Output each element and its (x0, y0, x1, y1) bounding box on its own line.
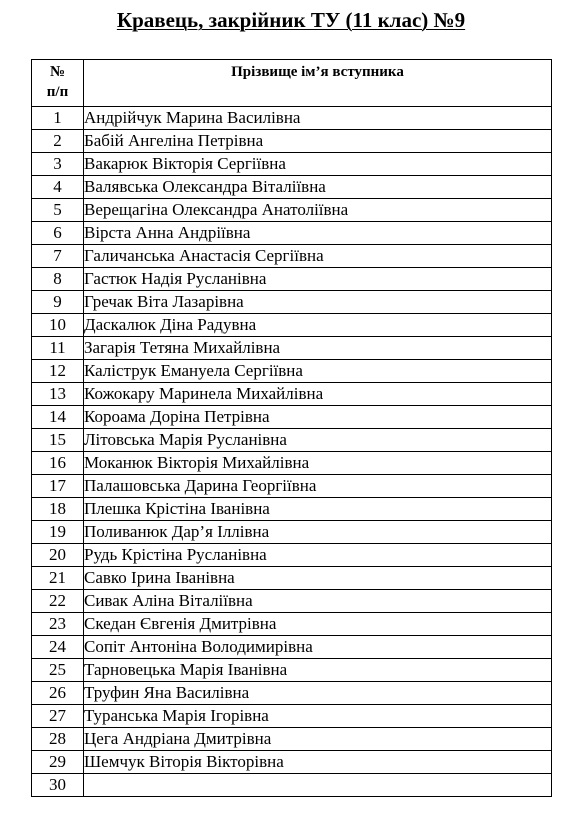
applicant-name: Галичанська Анастасія Сергіївна (84, 245, 552, 268)
applicant-name: Туранська Марія Ігорівна (84, 705, 552, 728)
row-number: 20 (32, 544, 84, 567)
applicant-name: Рудь Крістіна Русланівна (84, 544, 552, 567)
applicant-name: Моканюк Вікторія Михайлівна (84, 452, 552, 475)
table-row (32, 590, 552, 613)
applicant-name: Даскалюк Діна Радувна (84, 314, 552, 337)
table-row (32, 337, 552, 360)
applicant-name: Вірста Анна Андріївна (84, 222, 552, 245)
applicant-name: Цега Андріана Дмитрівна (84, 728, 552, 751)
applicant-name: Труфин Яна Василівна (84, 682, 552, 705)
table-row (32, 751, 552, 774)
table-row (32, 314, 552, 337)
row-number: 22 (32, 590, 84, 613)
row-number: 15 (32, 429, 84, 452)
applicant-name: Шемчук Віторія Вікторівна (84, 751, 552, 774)
applicant-name: Вакарюк Вікторія Сергіївна (84, 153, 552, 176)
row-number: 28 (32, 728, 84, 751)
row-number: 13 (32, 383, 84, 406)
header-number: № п/п (32, 60, 84, 107)
applicant-name: Гречак Віта Лазарівна (84, 291, 552, 314)
table-row (32, 452, 552, 475)
table-row (32, 774, 552, 797)
row-number: 6 (32, 222, 84, 245)
row-number: 17 (32, 475, 84, 498)
row-number: 27 (32, 705, 84, 728)
row-number: 30 (32, 774, 84, 797)
table-row (32, 682, 552, 705)
applicant-name: Гастюк Надія Русланівна (84, 268, 552, 291)
row-number: 11 (32, 337, 84, 360)
row-number: 10 (32, 314, 84, 337)
row-number: 24 (32, 636, 84, 659)
page-title: Кравець, закрійник ТУ (11 клас) №9 (116, 8, 466, 32)
applicant-name: Сопіт Антоніна Володимирівна (84, 636, 552, 659)
header-name: Прізвище ім’я вступника (84, 60, 552, 107)
table-row (32, 107, 552, 130)
row-number: 3 (32, 153, 84, 176)
table-row (32, 521, 552, 544)
table-row (32, 176, 552, 199)
table-row (32, 429, 552, 452)
row-number: 18 (32, 498, 84, 521)
table-row (32, 291, 552, 314)
table-row (32, 613, 552, 636)
row-number: 29 (32, 751, 84, 774)
applicant-name: Валявська Олександра Віталіївна (84, 176, 552, 199)
row-number: 16 (32, 452, 84, 475)
applicant-name: Бабій Ангеліна Петрівна (84, 130, 552, 153)
applicant-name: Каліструк Емануела Сергіївна (84, 360, 552, 383)
table-row (32, 544, 552, 567)
table-row (32, 153, 552, 176)
applicant-name: Верещагіна Олександра Анатоліївна (84, 199, 552, 222)
table-row (32, 199, 552, 222)
applicant-name: Скедан Євгенія Дмитрівна (84, 613, 552, 636)
table-row (32, 130, 552, 153)
row-number: 12 (32, 360, 84, 383)
applicant-name: Кожокару Маринела Михайлівна (84, 383, 552, 406)
table-row (32, 475, 552, 498)
table-row (32, 728, 552, 751)
row-number: 19 (32, 521, 84, 544)
row-number: 2 (32, 130, 84, 153)
applicant-name: Короама Доріна Петрівна (84, 406, 552, 429)
row-number: 4 (32, 176, 84, 199)
table-row (32, 636, 552, 659)
table-row (32, 245, 552, 268)
row-number: 9 (32, 291, 84, 314)
row-number: 1 (32, 107, 84, 130)
table-row (32, 659, 552, 682)
row-number: 7 (32, 245, 84, 268)
row-number: 26 (32, 682, 84, 705)
applicant-name: Сивак Аліна Віталіївна (84, 590, 552, 613)
table-row (32, 406, 552, 429)
applicant-name: Андрійчук Марина Василівна (84, 107, 552, 130)
applicant-name (84, 774, 552, 797)
applicant-name: Палашовська Дарина Георгіївна (84, 475, 552, 498)
row-number: 14 (32, 406, 84, 429)
table-row (32, 383, 552, 406)
table-row (32, 498, 552, 521)
applicant-name: Тарновецька Марія Іванівна (84, 659, 552, 682)
row-number: 25 (32, 659, 84, 682)
row-number: 8 (32, 268, 84, 291)
applicant-name: Савко Ірина Іванівна (84, 567, 552, 590)
table-row (32, 222, 552, 245)
applicant-name: Плешка Крістіна Іванівна (84, 498, 552, 521)
row-number: 5 (32, 199, 84, 222)
table-row (32, 360, 552, 383)
table-row (32, 567, 552, 590)
applicant-name: Загарія Тетяна Михайлівна (84, 337, 552, 360)
applicant-name: Поливанюк Дар’я Іллівна (84, 521, 552, 544)
table-header-row (32, 60, 552, 107)
table-row (32, 705, 552, 728)
table-row (32, 268, 552, 291)
row-number: 21 (32, 567, 84, 590)
table-body (32, 107, 552, 797)
applicant-name: Літовська Марія Русланівна (84, 429, 552, 452)
applicants-table (31, 59, 552, 797)
row-number: 23 (32, 613, 84, 636)
